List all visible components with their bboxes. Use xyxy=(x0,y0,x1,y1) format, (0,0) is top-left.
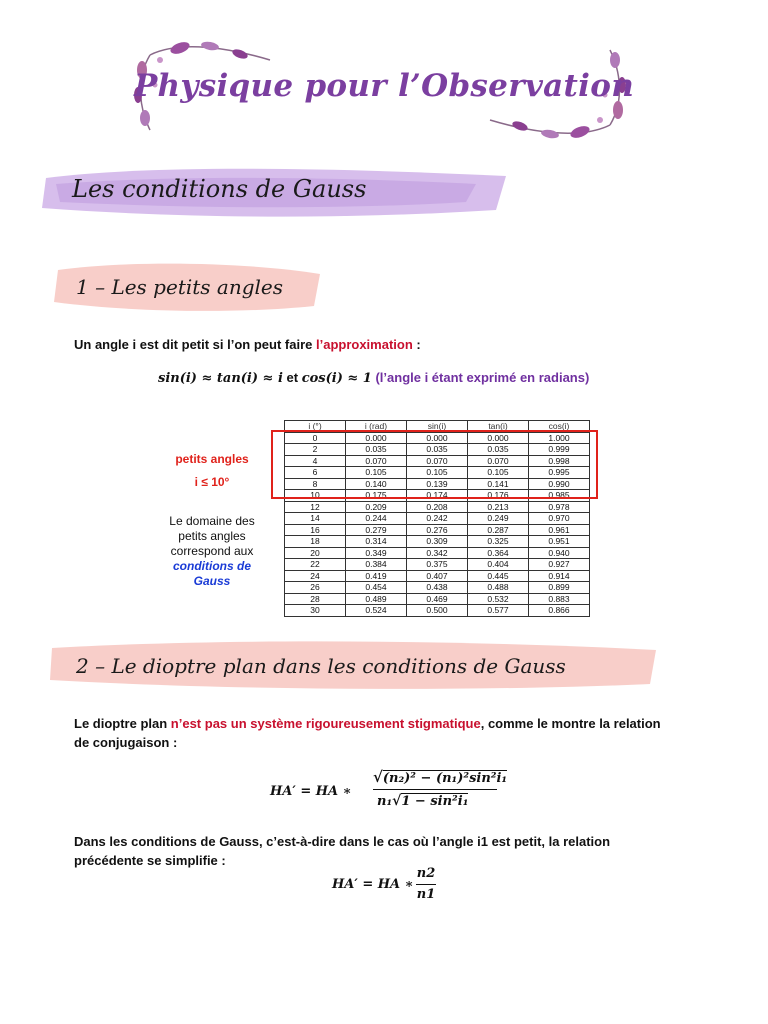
table-cell: 0.213 xyxy=(468,501,529,513)
table-cell: 0.961 xyxy=(529,524,590,536)
dioptre-paragraph xyxy=(74,714,704,752)
table-cell: 20 xyxy=(285,547,346,559)
table-cell: 0.141 xyxy=(468,478,529,490)
table-cell: 0.309 xyxy=(407,536,468,548)
table-cell: 0.489 xyxy=(346,593,407,605)
table-cell: 0.990 xyxy=(529,478,590,490)
table-cell: 0.524 xyxy=(346,605,407,617)
table-cell: 0.287 xyxy=(468,524,529,536)
table-cell: 0.035 xyxy=(407,444,468,456)
table-cell: 0.899 xyxy=(529,582,590,594)
gauss-simplification-paragraph xyxy=(74,832,704,870)
section-heading-small-angles: 1 – Les petits angles xyxy=(76,275,284,299)
table-cell: 0.325 xyxy=(468,536,529,548)
small-angle-highlight-box xyxy=(271,430,598,499)
angle-limit-label: i ≤ 10° xyxy=(194,475,230,489)
table-cell: 0.985 xyxy=(529,490,590,502)
table-cell: 24 xyxy=(285,570,346,582)
table-row xyxy=(285,501,590,513)
formula1-den-n1: n₁ xyxy=(377,794,393,809)
dioptre-highlight: n’est pas un système rigoureusement stigmatique xyxy=(170,716,481,731)
table-cell: 0.279 xyxy=(346,524,407,536)
small-angle-intro xyxy=(74,335,694,354)
table-cell: 0.349 xyxy=(346,547,407,559)
dioptre-text-line2: de conjugaison : xyxy=(74,735,178,750)
dioptre-text: Le dioptre plan xyxy=(74,716,171,731)
intro-colon: : xyxy=(412,337,421,352)
table-row xyxy=(285,524,590,536)
table-cell: 0.927 xyxy=(529,559,590,571)
table-cell: 0.342 xyxy=(407,547,468,559)
table-row xyxy=(285,570,590,582)
table-cell: 30 xyxy=(285,605,346,617)
table-cell: 0.940 xyxy=(529,547,590,559)
table-cell: 0.105 xyxy=(407,467,468,479)
table-cell: 0.419 xyxy=(346,570,407,582)
table-row xyxy=(285,605,590,617)
simplified-formula xyxy=(332,866,472,906)
table-cell: 10 xyxy=(285,490,346,502)
table-row xyxy=(285,547,590,559)
section-heading-dioptre: 2 – Le dioptre plan dans les conditions de Gauss xyxy=(76,654,566,678)
table-cell: 0.070 xyxy=(407,455,468,467)
domain-text-1: Le domaine des xyxy=(169,514,255,528)
table-cell: 0.176 xyxy=(468,490,529,502)
table-cell: 0.998 xyxy=(529,455,590,467)
table-cell: 0.174 xyxy=(407,490,468,502)
table-cell: 0.978 xyxy=(529,501,590,513)
table-cell: 0.000 xyxy=(346,432,407,444)
table-cell: 0.242 xyxy=(407,513,468,525)
domain-text-3: correspond aux xyxy=(170,544,254,558)
table-cell: 0.000 xyxy=(407,432,468,444)
table-cell: 0.532 xyxy=(468,593,529,605)
table-cell: 0.469 xyxy=(407,593,468,605)
gauss-conditions-label-2: Gauss xyxy=(193,574,231,588)
table-cell: 0.314 xyxy=(346,536,407,548)
table-cell: 0.384 xyxy=(346,559,407,571)
gauss-conditions-label-1: conditions de xyxy=(173,559,251,573)
table-cell: 0.208 xyxy=(407,501,468,513)
table-cell: 0.970 xyxy=(529,513,590,525)
approximation-line xyxy=(158,370,678,386)
table-cell: 0.407 xyxy=(407,570,468,582)
table-cell: 4 xyxy=(285,455,346,467)
table-cell: 0.995 xyxy=(529,467,590,479)
table-cell: 18 xyxy=(285,536,346,548)
table-cell: 0.404 xyxy=(468,559,529,571)
intro-text: Un angle i est dit petit si l’on peut faire xyxy=(74,337,316,352)
table-cell: 12 xyxy=(285,501,346,513)
formula2-lhs: HA′ = HA ∗ xyxy=(332,877,414,892)
table-cell: 0.276 xyxy=(407,524,468,536)
formula2-numerator: n2 xyxy=(416,866,436,881)
table-cell: 6 xyxy=(285,467,346,479)
dioptre-text-after: , comme le montre la relation xyxy=(480,716,661,731)
table-cell: 0.951 xyxy=(529,536,590,548)
gauss-text-line2: précédente se simplifie : xyxy=(74,853,226,868)
conjugation-formula: HA′ = HA ∗ √(n₂)² − (n₁)²sin²i₁ n₁√1 − sin²i₁ xyxy=(270,768,508,809)
table-cell: 0.914 xyxy=(529,570,590,582)
table-cell: 0.999 xyxy=(529,444,590,456)
table-row xyxy=(285,582,590,594)
table-cell: 0.070 xyxy=(346,455,407,467)
table-cell: 0.139 xyxy=(407,478,468,490)
table-cell: 0.140 xyxy=(346,478,407,490)
table-cell: 0.883 xyxy=(529,593,590,605)
table-cell: 0.244 xyxy=(346,513,407,525)
section-title: Les conditions de Gauss xyxy=(72,175,367,203)
page-title: Physique pour l’Observation xyxy=(133,68,635,104)
domain-text-2: petits angles xyxy=(178,529,246,543)
col-header: tan(i) xyxy=(468,421,529,433)
approx-formula: sin(i) ≈ tan(i) ≈ i xyxy=(158,371,283,386)
table-cell: 16 xyxy=(285,524,346,536)
col-header: i (°) xyxy=(285,421,346,433)
table-cell: 0.035 xyxy=(468,444,529,456)
table-cell: 0.866 xyxy=(529,605,590,617)
table-cell: 8 xyxy=(285,478,346,490)
table-cell: 2 xyxy=(285,444,346,456)
table-cell: 0.375 xyxy=(407,559,468,571)
approx-note: (l’angle i étant exprimé en radians) xyxy=(375,370,590,385)
petits-angles-label: petits angles xyxy=(175,452,249,466)
table-cell: 0.249 xyxy=(468,513,529,525)
intro-highlight: l’approximation xyxy=(315,337,413,352)
formula1-den-root: 1 − sin²i₁ xyxy=(401,794,469,809)
table-cell: 22 xyxy=(285,559,346,571)
table-cell: 0.175 xyxy=(346,490,407,502)
table-cell: 0 xyxy=(285,432,346,444)
table-cell: 0.500 xyxy=(407,605,468,617)
table-cell: 0.209 xyxy=(346,501,407,513)
col-header: i (rad) xyxy=(346,421,407,433)
table-cell: 0.105 xyxy=(468,467,529,479)
formula2-denominator: n1 xyxy=(416,887,436,902)
table-cell: 14 xyxy=(285,513,346,525)
table-row xyxy=(285,593,590,605)
table-cell: 0.488 xyxy=(468,582,529,594)
table-cell: 0.364 xyxy=(468,547,529,559)
table-cell: 0.070 xyxy=(468,455,529,467)
table-cell: 26 xyxy=(285,582,346,594)
table-cell: 0.438 xyxy=(407,582,468,594)
table-cell: 0.454 xyxy=(346,582,407,594)
table-cell: 0.577 xyxy=(468,605,529,617)
table-cell: 0.035 xyxy=(346,444,407,456)
table-row xyxy=(285,513,590,525)
table-cell: 0.105 xyxy=(346,467,407,479)
formula1-numerator: (n₂)² − (n₁)²sin²i₁ xyxy=(382,771,508,786)
table-cell: 0.445 xyxy=(468,570,529,582)
formula1-lhs: HA′ = HA ∗ xyxy=(270,784,352,799)
table-cell: 0.000 xyxy=(468,432,529,444)
col-header: sin(i) xyxy=(407,421,468,433)
gauss-text-line1: Dans les conditions de Gauss, c’est-à-dire dans le cas où l’angle i1 est petit, la relation xyxy=(74,834,611,849)
table-row xyxy=(285,559,590,571)
approx-and: et xyxy=(282,370,302,385)
table-cell: 28 xyxy=(285,593,346,605)
col-header: cos(i) xyxy=(529,421,590,433)
table-cell: 1.000 xyxy=(529,432,590,444)
approx-cos: cos(i) ≈ 1 xyxy=(301,371,372,386)
table-row xyxy=(285,536,590,548)
